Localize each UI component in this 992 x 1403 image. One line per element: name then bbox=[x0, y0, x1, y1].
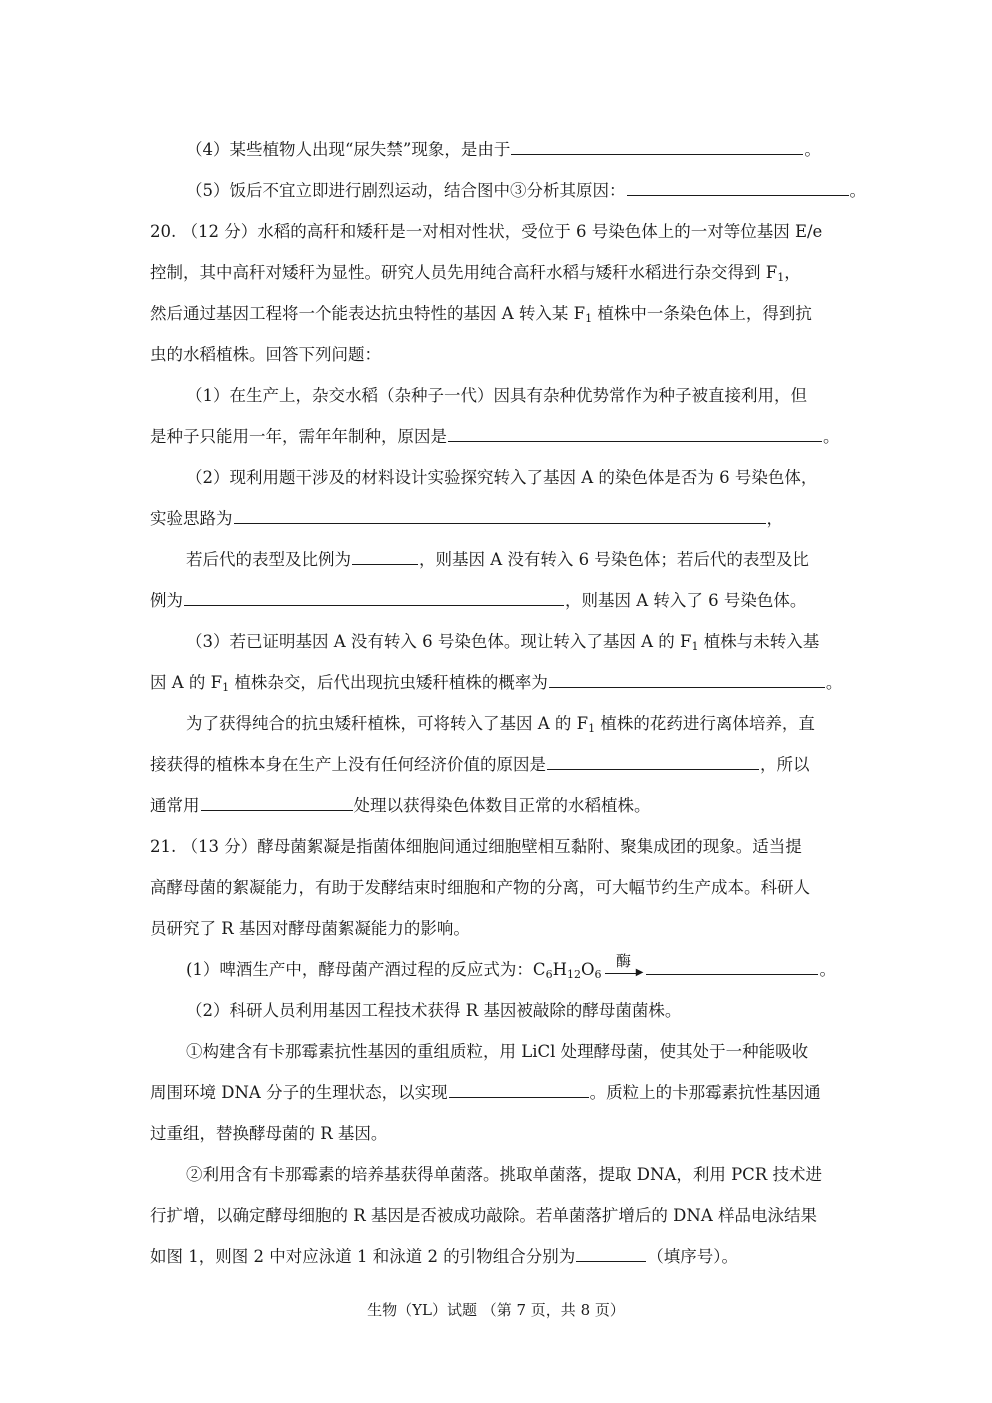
text: 虫的水稻植株。回答下列问题： bbox=[150, 345, 381, 364]
q20-3 bbox=[186, 628, 842, 656]
text: 植株的花药进行离体培养，直 bbox=[595, 714, 815, 733]
enzyme-condition: 酶 bbox=[615, 952, 631, 970]
q21-2-step1-cont-2 bbox=[150, 1120, 842, 1148]
text: 处理以获得染色体数目正常的水稻植株。 bbox=[353, 796, 651, 815]
text: ， bbox=[784, 263, 801, 282]
text: 。 bbox=[804, 140, 821, 159]
text: 21. （13 分）酵母菌絮凝是指菌体细胞间通过细胞壁相互黏附、聚集成团的现象。适当提 bbox=[150, 837, 802, 856]
answer-blank[interactable] bbox=[627, 177, 849, 196]
subscript: 1 bbox=[691, 640, 699, 653]
q21-2-step1-cont bbox=[150, 1079, 842, 1107]
answer-blank[interactable] bbox=[234, 505, 766, 524]
text: 例为 bbox=[150, 591, 183, 610]
text: 通常用 bbox=[150, 796, 200, 815]
subscript: 6 bbox=[594, 968, 602, 981]
q21-stem-1 bbox=[150, 833, 842, 861]
text: （2）现利用题干涉及的材料设计实验探究转入了基因 A 的染色体是否为 6 号染色体， bbox=[186, 468, 818, 487]
answer-blank[interactable] bbox=[646, 956, 818, 975]
text: 接获得的植株本身在生产上没有任何经济价值的原因是 bbox=[150, 755, 546, 774]
text: 若后代的表型及比例为 bbox=[186, 550, 351, 569]
q21-2-step2-cont-2 bbox=[150, 1243, 842, 1271]
answer-blank[interactable] bbox=[576, 1243, 646, 1262]
text: （1）在生产上，杂交水稻（杂种子一代）因具有杂种优势常作为种子被直接利用，但 bbox=[186, 386, 807, 405]
text: （2）科研人员利用基因工程技术获得 R 基因被敲除的酵母菌菌株。 bbox=[186, 1001, 682, 1020]
text: ，所以 bbox=[760, 755, 810, 774]
q21-stem-3 bbox=[150, 915, 842, 943]
text: 如图 1，则图 2 中对应泳道 1 和泳道 2 的引物组合分别为 bbox=[150, 1247, 576, 1266]
answer-blank[interactable] bbox=[449, 1079, 589, 1098]
text: H bbox=[552, 960, 567, 979]
text: ②利用含有卡那霉素的培养基获得单菌落。挑取单菌落，提取 DNA，利用 PCR 技术进 bbox=[186, 1165, 822, 1184]
q21-stem-2 bbox=[150, 874, 842, 902]
answer-blank[interactable] bbox=[549, 669, 825, 688]
answer-blank[interactable] bbox=[201, 792, 353, 811]
text: 员研究了 R 基因对酵母菌絮凝能力的影响。 bbox=[150, 919, 470, 938]
answer-blank[interactable] bbox=[511, 136, 803, 155]
text: 。 bbox=[849, 181, 866, 200]
text: 。 bbox=[825, 673, 843, 692]
answer-blank[interactable] bbox=[352, 546, 418, 565]
q19-4 bbox=[186, 136, 842, 164]
q20-1 bbox=[186, 382, 842, 410]
q20-stem-3 bbox=[150, 300, 842, 328]
text: ， bbox=[766, 509, 783, 528]
text: 实验思路为 bbox=[150, 509, 233, 528]
text: ，则基因 A 没有转入 6 号染色体；若后代的表型及比 bbox=[419, 550, 809, 569]
q20-2 bbox=[186, 464, 842, 492]
q20-2-result bbox=[186, 546, 842, 574]
text: 为了获得纯合的抗虫矮秆植株，可将转入了基因 A 的 F bbox=[186, 714, 589, 733]
q20-3-para-3 bbox=[150, 792, 842, 820]
page-footer: 生物（YL）试题 （第 7 页，共 8 页） bbox=[367, 1301, 625, 1319]
text: （4）某些植物人出现“尿失禁”现象，是由于 bbox=[186, 140, 511, 159]
text: 。 bbox=[823, 427, 840, 446]
text: 植株中一条染色体上，得到抗 bbox=[592, 304, 812, 323]
reaction-arrow bbox=[603, 952, 644, 984]
q21-2-step1 bbox=[186, 1038, 842, 1066]
text: 植株与未转入基 bbox=[698, 632, 820, 651]
subscript: 6 bbox=[545, 968, 553, 981]
text: 因 A 的 F bbox=[150, 673, 223, 692]
text: （5）饭后不宜立即进行剧烈运动，结合图中③分析其原因： bbox=[186, 181, 626, 200]
text: （填序号）。 bbox=[647, 1247, 738, 1266]
answer-blank[interactable] bbox=[448, 423, 822, 442]
q20-stem-1 bbox=[150, 218, 842, 246]
text: 高酵母菌的絮凝能力，有助于发酵结束时细胞和产物的分离，可大幅节约生产成本。科研人 bbox=[150, 878, 810, 897]
text: 周围环境 DNA 分子的生理状态，以实现 bbox=[150, 1083, 448, 1102]
q19-5 bbox=[186, 177, 866, 205]
q21-2-step2-cont bbox=[150, 1202, 842, 1230]
text: 行扩增，以确定酵母细胞的 R 基因是否被成功敲除。若单菌落扩增后的 DNA 样品电泳结果 bbox=[150, 1206, 817, 1225]
arrow-shaft bbox=[605, 973, 639, 974]
text: ①构建含有卡那霉素抗性基因的重组质粒，用 LiCl 处理酵母菌，使其处于一种能吸收 bbox=[186, 1042, 809, 1061]
q20-1-cont bbox=[150, 423, 842, 451]
subscript: 1 bbox=[588, 722, 596, 735]
q20-2-result-cont bbox=[150, 587, 842, 615]
q21-2 bbox=[186, 997, 842, 1025]
text: （3）若已证明基因 A 没有转入 6 号染色体。现让转入了基因 A 的 F bbox=[186, 632, 692, 651]
text: 植株杂交，后代出现抗虫矮秆植株的概率为 bbox=[229, 673, 548, 692]
text: ，则基因 A 转入了 6 号染色体。 bbox=[565, 591, 807, 610]
q21-1 bbox=[186, 952, 842, 984]
text: O bbox=[580, 960, 595, 979]
q20-stem-2 bbox=[150, 259, 842, 287]
text: 是种子只能用一年，需年年制种，原因是 bbox=[150, 427, 447, 446]
answer-blank[interactable] bbox=[547, 751, 759, 770]
arrow-head-icon: ▶ bbox=[635, 967, 644, 978]
subscript: 12 bbox=[566, 968, 581, 981]
text: 过重组，替换酵母菌的 R 基因。 bbox=[150, 1124, 388, 1143]
subscript: 1 bbox=[222, 681, 230, 694]
text: 控制，其中高秆对矮秆为显性。研究人员先用纯合高秆水稻与矮秆水稻进行杂交得到 F bbox=[150, 263, 778, 282]
text: 20. （12 分）水稻的高秆和矮秆是一对相对性状，受位于 6 号染色体上的一对等位基因 E/e bbox=[150, 222, 823, 241]
answer-blank[interactable] bbox=[184, 587, 564, 606]
text: 。 bbox=[819, 960, 836, 979]
q20-2-idea bbox=[150, 505, 842, 533]
q21-2-step2 bbox=[186, 1161, 842, 1189]
q20-3-cont bbox=[150, 669, 842, 697]
subscript: 1 bbox=[777, 271, 785, 284]
text: 。质粒上的卡那霉素抗性基因通 bbox=[589, 1083, 821, 1102]
q20-stem-4 bbox=[150, 341, 842, 369]
q20-3-para bbox=[186, 710, 842, 738]
q20-3-para-2 bbox=[150, 751, 842, 779]
subscript: 1 bbox=[585, 312, 593, 325]
text: (1）啤酒生产中，酵母菌产酒过程的反应式为：C bbox=[186, 960, 546, 979]
text: 然后通过基因工程将一个能表达抗虫特性的基因 A 转入某 F bbox=[150, 304, 586, 323]
